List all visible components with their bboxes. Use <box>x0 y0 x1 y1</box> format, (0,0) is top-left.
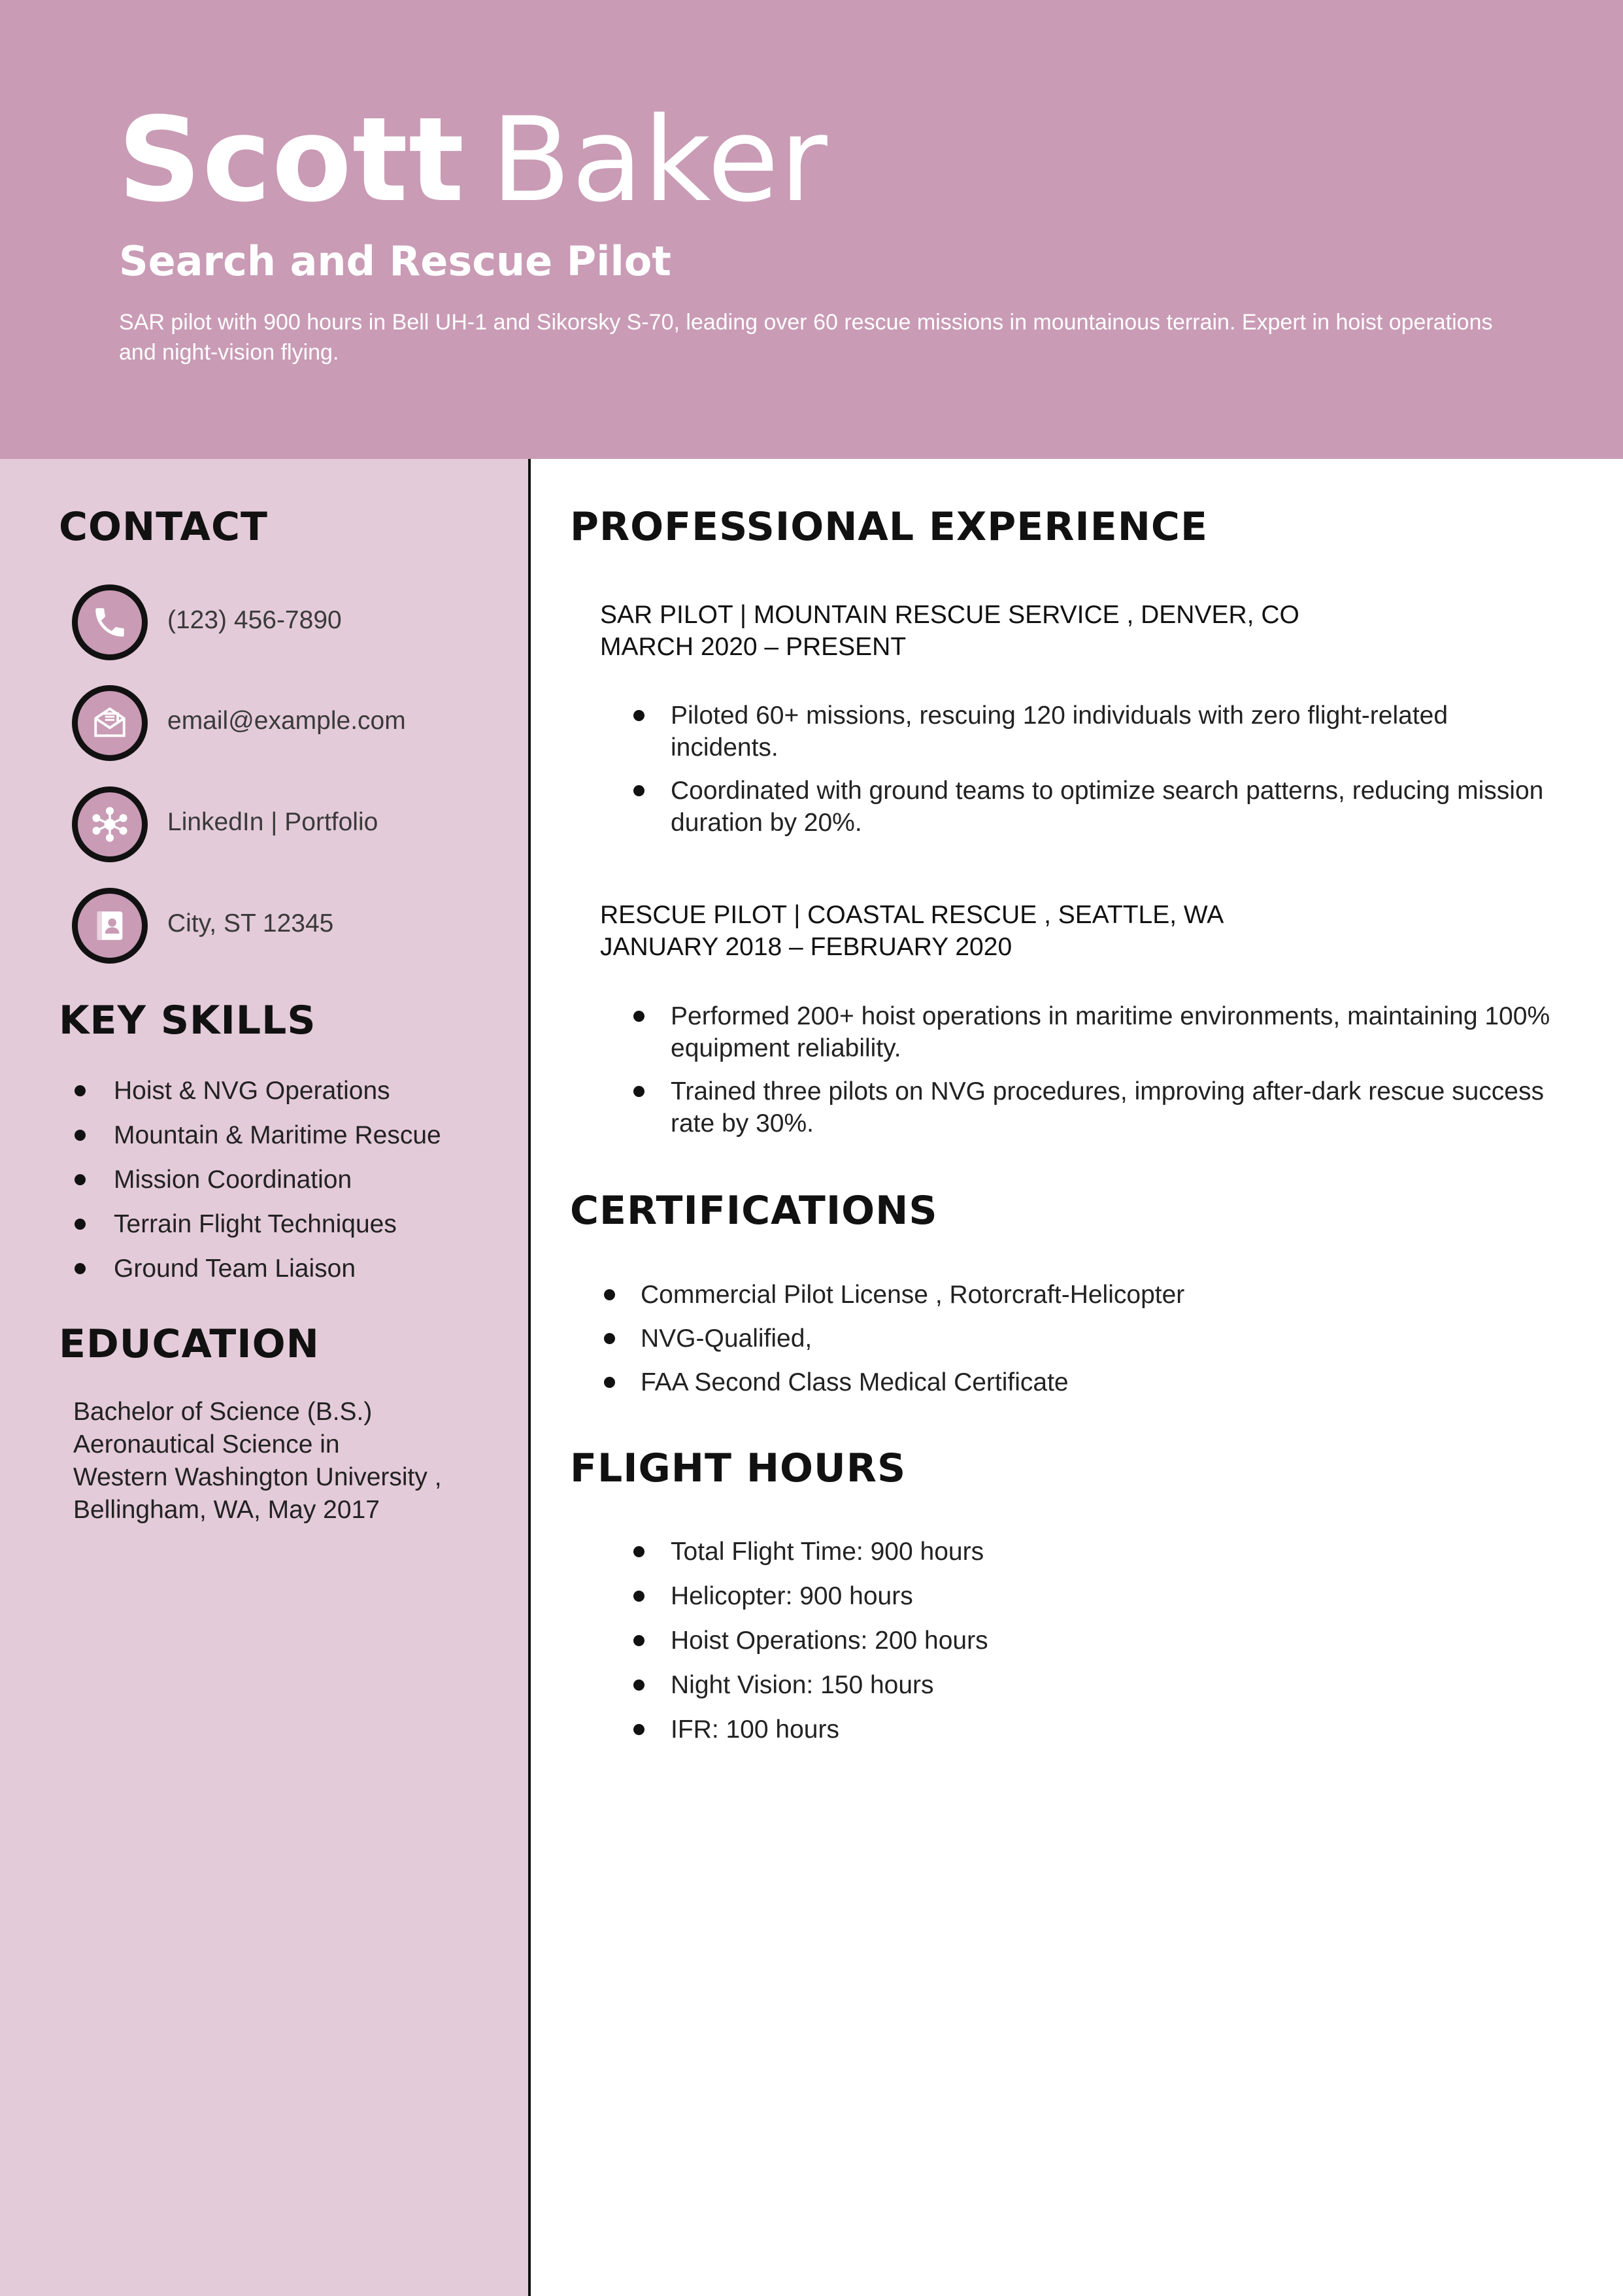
skills-heading: KEY SKILLS <box>59 998 316 1043</box>
list-item: Night Vision: 150 hours <box>671 1666 988 1711</box>
email-icon <box>72 685 148 761</box>
job-1-header <box>600 599 1299 663</box>
city-state-zip: City, ST 12345 <box>167 909 334 937</box>
linkedin-portfolio: LinkedIn | Portfolio <box>167 808 378 836</box>
email-address: email@example.com <box>167 707 406 735</box>
list-item: Performed 200+ hoist operations in maritime environments, maintaining 100% equipment reliability. <box>671 1000 1560 1064</box>
profile-summary: SAR pilot with 900 hours in Bell UH-1 and Sikorsky S-70, leading over 60 rescue missions in mountainous terrain. Expert in hoist operations and night-vision flying. <box>119 310 1493 365</box>
job-1-title: SAR PILOT | MOUNTAIN RESCUE SERVICE , DENVER, CO <box>600 601 1299 629</box>
phone-number: (123) 456-7890 <box>167 606 342 634</box>
full-name <box>118 92 828 229</box>
first-name: Scott <box>118 92 465 228</box>
contact-links <box>72 786 516 865</box>
job-2-bullets <box>671 1000 1560 1151</box>
major: Aeronautical Science in <box>73 1430 340 1459</box>
job-2-dates: JANUARY 2018 – FEBRUARY 2020 <box>600 933 1012 961</box>
list-item: Hoist Operations: 200 hours <box>671 1622 988 1666</box>
job-1-dates: MARCH 2020 – PRESENT <box>600 633 907 661</box>
education-heading: EDUCATION <box>59 1321 320 1367</box>
list-item: Mountain & Maritime Rescue <box>114 1117 441 1161</box>
job-2-header <box>600 899 1224 963</box>
list-item: Trained three pilots on NVG procedures, improving after-dark rescue success rate by 30%. <box>671 1075 1560 1140</box>
contact-heading: CONTACT <box>59 504 268 550</box>
list-item: Helicopter: 900 hours <box>671 1578 988 1622</box>
flight-hours-list <box>671 1533 988 1755</box>
skills-list <box>114 1072 441 1294</box>
resume-header <box>0 0 1623 459</box>
phone-icon <box>72 584 148 660</box>
address-book-icon <box>72 888 148 964</box>
column-divider <box>528 459 531 2296</box>
network-icon <box>72 786 148 862</box>
list-item: IFR: 100 hours <box>671 1711 988 1755</box>
last-name: Baker <box>491 92 828 228</box>
university: Western Washington University , <box>73 1463 442 1491</box>
list-item: Coordinated with ground teams to optimize search patterns, reducing mission duration by 20%. <box>671 775 1560 839</box>
certifications-list <box>641 1276 1184 1408</box>
certifications-heading: CERTIFICATIONS <box>570 1188 938 1234</box>
job-title: Search and Rescue Pilot <box>119 237 671 285</box>
list-item: NVG-Qualified, <box>641 1320 1184 1364</box>
job-2-title: RESCUE PILOT | COASTAL RESCUE , SEATTLE, WA <box>600 901 1224 929</box>
degree: Bachelor of Science (B.S.) <box>73 1398 373 1426</box>
job-1-bullets <box>671 700 1560 850</box>
list-item: FAA Second Class Medical Certificate <box>641 1364 1184 1408</box>
flight-hours-heading: FLIGHT HOURS <box>570 1445 907 1491</box>
list-item: Commercial Pilot License , Rotorcraft-Helicopter <box>641 1276 1184 1320</box>
list-item: Total Flight Time: 900 hours <box>671 1533 988 1578</box>
experience-heading: PROFESSIONAL EXPERIENCE <box>570 504 1208 550</box>
contact-location <box>72 888 516 966</box>
list-item: Terrain Flight Techniques <box>114 1206 441 1250</box>
list-item: Hoist & NVG Operations <box>114 1072 441 1117</box>
contact-email <box>72 685 516 764</box>
education-entry <box>73 1396 518 1527</box>
list-item: Piloted 60+ missions, rescuing 120 individuals with zero flight-related incidents. <box>671 700 1560 764</box>
list-item: Mission Coordination <box>114 1161 441 1206</box>
contact-phone <box>72 584 516 663</box>
location-date: Bellingham, WA, May 2017 <box>73 1496 380 1524</box>
list-item: Ground Team Liaison <box>114 1250 441 1294</box>
